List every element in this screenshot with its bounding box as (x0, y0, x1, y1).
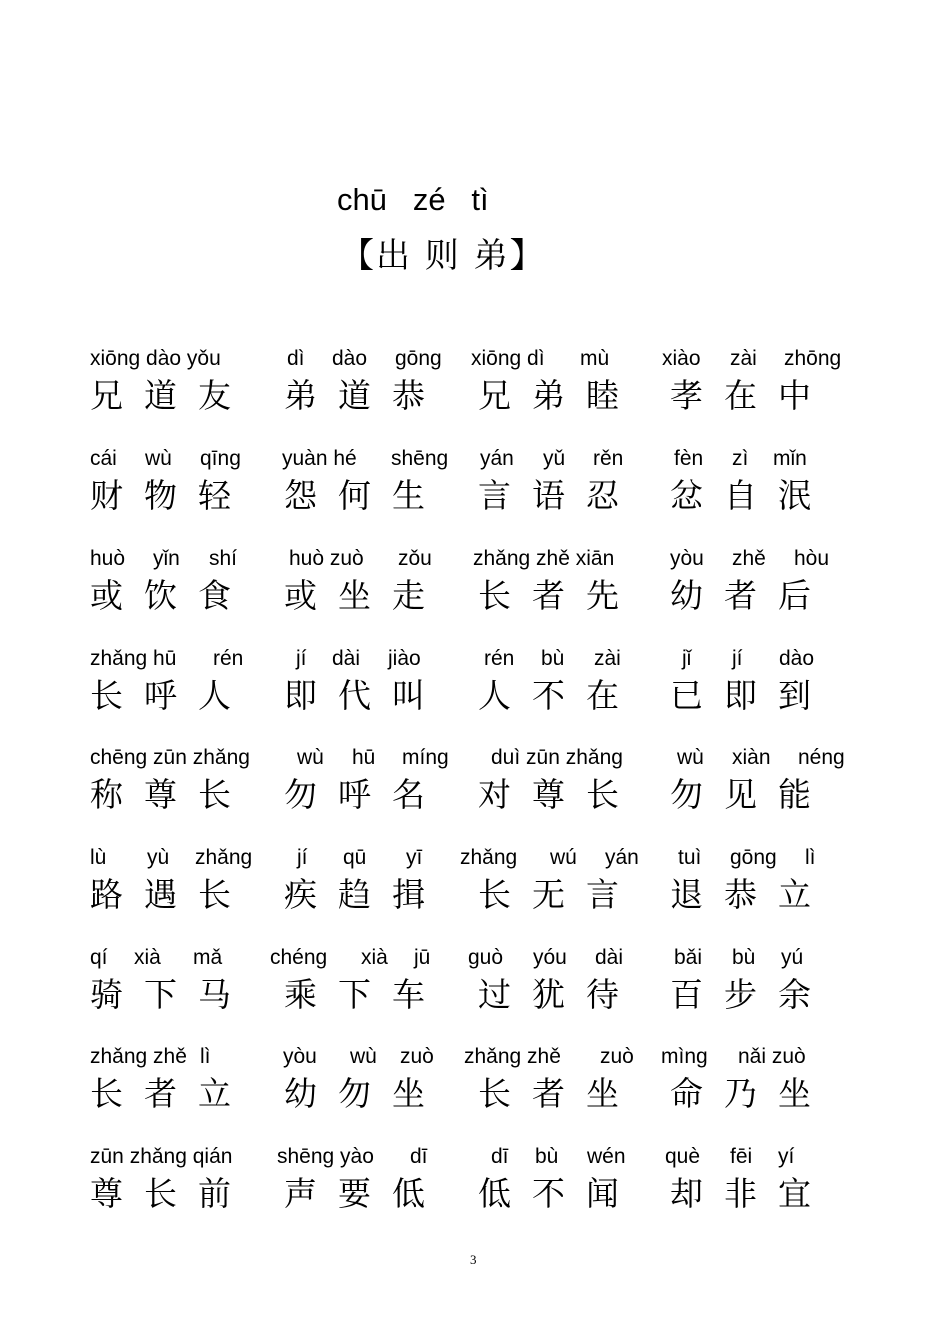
hanzi-character: 却 (670, 1174, 703, 1213)
hanzi-character: 低 (392, 1174, 425, 1213)
pinyin-syllable: zhǎng (460, 846, 518, 869)
hanzi-character: 无 (532, 875, 565, 914)
hanzi-line (90, 1144, 890, 1234)
pinyin-syllable: huò zuò (289, 547, 364, 570)
pinyin-syllable: yī (406, 846, 423, 869)
hanzi-character: 要 (338, 1174, 371, 1213)
pinyin-syllable: zhǎng zhě (90, 1045, 187, 1068)
hanzi-character: 语 (532, 476, 565, 515)
pinyin-syllable: tuì (678, 846, 702, 869)
pinyin-syllable: nǎi zuò (738, 1045, 806, 1068)
hanzi-character: 疾 (284, 875, 317, 914)
hanzi-character: 在 (724, 376, 757, 415)
hanzi-character: 饮 (144, 576, 177, 615)
hanzi-character: 过 (478, 975, 511, 1014)
hanzi-character: 自 (724, 476, 757, 515)
pinyin-syllable: yí (778, 1145, 795, 1168)
pinyin-syllable: míng (402, 746, 449, 769)
pinyin-syllable: yǔ (543, 447, 566, 470)
pinyin-syllable: bù (732, 946, 756, 969)
pinyin-syllable: qí (90, 946, 108, 969)
hanzi-character: 即 (284, 676, 317, 715)
hanzi-character: 代 (338, 676, 371, 715)
pinyin-syllable: shí (209, 547, 238, 570)
hanzi-character: 在 (586, 676, 619, 715)
pinyin-syllable: què (665, 1145, 701, 1168)
hanzi-character: 呼 (338, 775, 371, 814)
hanzi-character: 不 (532, 1174, 565, 1213)
hanzi-character: 言 (478, 476, 511, 515)
pinyin-syllable: wù (677, 746, 704, 769)
hanzi-character: 长 (198, 875, 231, 914)
hanzi-character: 命 (670, 1074, 703, 1113)
hanzi-character: 或 (90, 576, 123, 615)
hanzi-character: 何 (338, 476, 371, 515)
pinyin-syllable: xiào (662, 347, 701, 370)
hanzi-character: 财 (90, 476, 123, 515)
verse-block (90, 1144, 890, 1234)
hanzi-character: 称 (90, 775, 123, 814)
hanzi-line (90, 745, 890, 835)
hanzi-character: 低 (478, 1174, 511, 1213)
pinyin-syllable: yǐn (153, 547, 180, 570)
hanzi-character: 中 (778, 376, 811, 415)
pinyin-syllable: zuò (600, 1045, 634, 1068)
hanzi-character: 乃 (724, 1074, 757, 1113)
hanzi-character: 马 (198, 975, 231, 1014)
hanzi-character: 尊 (90, 1174, 123, 1213)
hanzi-character: 立 (198, 1074, 231, 1113)
hanzi-line (90, 646, 890, 736)
verse-block (90, 646, 890, 736)
hanzi-character: 乘 (284, 975, 317, 1014)
hanzi-character: 呼 (144, 676, 177, 715)
pinyin-syllable: qīng (200, 447, 241, 470)
hanzi-character: 坐 (338, 576, 371, 615)
hanzi-character: 幼 (670, 576, 703, 615)
pinyin-syllable: dī (410, 1145, 428, 1168)
pinyin-syllable: zhǎng (195, 846, 253, 869)
verse-block (90, 346, 890, 436)
hanzi-character: 步 (724, 975, 757, 1014)
hanzi-character: 忿 (670, 476, 703, 515)
pinyin-syllable: fēi (730, 1145, 753, 1168)
pinyin-syllable: dào (779, 647, 815, 670)
pinyin-syllable: mǐn (773, 447, 807, 470)
pinyin-syllable: zài (594, 647, 621, 670)
hanzi-character: 先 (586, 576, 619, 615)
verse-block (90, 745, 890, 835)
pinyin-syllable: zhōng (784, 347, 842, 370)
pinyin-syllable: bǎi (674, 946, 703, 969)
hanzi-character: 揖 (392, 875, 425, 914)
hanzi-character: 忍 (586, 476, 619, 515)
hanzi-character: 趋 (338, 875, 371, 914)
pinyin-syllable: yòu (283, 1045, 317, 1068)
hanzi-line (90, 346, 890, 436)
hanzi-character: 叫 (392, 676, 425, 715)
pinyin-syllable: zì (732, 447, 749, 470)
hanzi-character: 坐 (392, 1074, 425, 1113)
hanzi-character: 恭 (392, 376, 425, 415)
pinyin-syllable: zhǎng hū (90, 647, 177, 670)
pinyin-syllable: cái (90, 447, 117, 470)
hanzi-character: 兄 (90, 376, 123, 415)
pinyin-syllable: hòu (794, 547, 830, 570)
hanzi-character: 弟 (284, 376, 317, 415)
pinyin-syllable: yú (781, 946, 804, 969)
hanzi-character: 前 (198, 1174, 231, 1213)
pinyin-syllable: dài (595, 946, 624, 969)
hanzi-character: 下 (338, 975, 371, 1014)
pinyin-syllable: hū (352, 746, 376, 769)
pinyin-syllable: jí (732, 647, 743, 670)
hanzi-character: 骑 (90, 975, 123, 1014)
hanzi-character: 已 (670, 676, 703, 715)
hanzi-character: 遇 (144, 875, 177, 914)
pinyin-syllable: néng (798, 746, 845, 769)
hanzi-character: 或 (284, 576, 317, 615)
pinyin-syllable: wù (297, 746, 324, 769)
pinyin-syllable: shēng yào (277, 1145, 374, 1168)
title-hanzi: 【出 则 弟】 (340, 236, 546, 276)
hanzi-character: 声 (284, 1174, 317, 1213)
pinyin-syllable: bù (535, 1145, 559, 1168)
hanzi-character: 友 (198, 376, 231, 415)
hanzi-character: 恭 (724, 875, 757, 914)
hanzi-character: 能 (778, 775, 811, 814)
pinyin-syllable: chéng (270, 946, 328, 969)
hanzi-character: 走 (392, 576, 425, 615)
pinyin-syllable: rén (484, 647, 515, 670)
hanzi-character: 下 (144, 975, 177, 1014)
hanzi-character: 长 (478, 875, 511, 914)
pinyin-syllable: yù (147, 846, 170, 869)
hanzi-character: 勿 (284, 775, 317, 814)
pinyin-syllable: yóu (533, 946, 567, 969)
pinyin-syllable: xiōng dào yǒu (90, 347, 221, 370)
pinyin-syllable: wén (587, 1145, 626, 1168)
verse-block (90, 945, 890, 1035)
hanzi-character: 退 (670, 875, 703, 914)
hanzi-character: 后 (778, 576, 811, 615)
hanzi-character: 食 (198, 576, 231, 615)
pinyin-syllable: jū (414, 946, 431, 969)
pinyin-syllable: guò (468, 946, 504, 969)
hanzi-character: 人 (478, 676, 511, 715)
pinyin-syllable: gōng (730, 846, 777, 869)
page-number: 3 (470, 1252, 477, 1267)
hanzi-character: 坐 (586, 1074, 619, 1113)
pinyin-syllable: mǎ (193, 946, 223, 969)
hanzi-character: 不 (532, 676, 565, 715)
pinyin-syllable: xiàn (732, 746, 771, 769)
pinyin-syllable: jiào (388, 647, 421, 670)
verse-block (90, 546, 890, 636)
pinyin-syllable: huò (90, 547, 126, 570)
pinyin-syllable: xià (134, 946, 161, 969)
pinyin-syllable: dào (332, 347, 368, 370)
pinyin-syllable: dì (287, 347, 305, 370)
hanzi-character: 物 (144, 476, 177, 515)
hanzi-character: 者 (144, 1074, 177, 1113)
pinyin-syllable: yuàn hé (282, 447, 357, 470)
hanzi-character: 待 (586, 975, 619, 1014)
hanzi-character: 道 (144, 376, 177, 415)
hanzi-character: 轻 (198, 476, 231, 515)
hanzi-line (90, 945, 890, 1035)
pinyin-syllable: wù (350, 1045, 377, 1068)
pinyin-syllable: shēng (391, 447, 449, 470)
pinyin-syllable: bù (541, 647, 565, 670)
pinyin-syllable: lì (200, 1045, 211, 1068)
pinyin-syllable: lì (805, 846, 816, 869)
verse-block (90, 845, 890, 935)
pinyin-syllable: chēng zūn zhǎng (90, 746, 250, 769)
hanzi-character: 路 (90, 875, 123, 914)
pinyin-syllable: mù (580, 347, 610, 370)
hanzi-character: 非 (724, 1174, 757, 1213)
hanzi-character: 者 (724, 576, 757, 615)
pinyin-syllable: dài (332, 647, 361, 670)
hanzi-character: 到 (778, 676, 811, 715)
hanzi-character: 者 (532, 1074, 565, 1113)
pinyin-syllable: jí (296, 647, 307, 670)
pinyin-syllable: zǒu (398, 547, 432, 570)
pinyin-syllable: zài (730, 347, 757, 370)
hanzi-line (90, 1044, 890, 1134)
pinyin-syllable: yán (480, 447, 514, 470)
hanzi-character: 闻 (586, 1174, 619, 1213)
hanzi-character: 长 (90, 1074, 123, 1113)
hanzi-character: 幼 (284, 1074, 317, 1113)
pinyin-syllable: wú (550, 846, 577, 869)
hanzi-character: 道 (338, 376, 371, 415)
pinyin-syllable: duì zūn zhǎng (491, 746, 623, 769)
pinyin-syllable: xià (361, 946, 388, 969)
pinyin-syllable: wù (145, 447, 172, 470)
hanzi-character: 尊 (144, 775, 177, 814)
pinyin-syllable: qū (343, 846, 367, 869)
pinyin-syllable: lù (90, 846, 107, 869)
hanzi-character: 长 (586, 775, 619, 814)
hanzi-character: 对 (478, 775, 511, 814)
hanzi-character: 者 (532, 576, 565, 615)
hanzi-character: 弟 (532, 376, 565, 415)
pinyin-syllable: zūn zhǎng qián (90, 1145, 233, 1168)
hanzi-character: 尊 (532, 775, 565, 814)
pinyin-syllable: jǐ (682, 647, 692, 670)
pinyin-syllable: jí (297, 846, 308, 869)
pinyin-syllable: mìng (661, 1045, 708, 1068)
title-pinyin: chū zé tì (337, 182, 489, 217)
pinyin-syllable: zhě (732, 547, 766, 570)
hanzi-character: 长 (478, 1074, 511, 1113)
hanzi-character: 生 (392, 476, 425, 515)
hanzi-character: 长 (198, 775, 231, 814)
pinyin-syllable: gōng (395, 347, 442, 370)
pinyin-syllable: rěn (593, 447, 624, 470)
hanzi-character: 兄 (478, 376, 511, 415)
hanzi-character: 见 (724, 775, 757, 814)
hanzi-character: 言 (586, 875, 619, 914)
pinyin-syllable: yán (605, 846, 639, 869)
hanzi-character: 坐 (778, 1074, 811, 1113)
hanzi-character: 孝 (670, 376, 703, 415)
pinyin-syllable: yòu (670, 547, 704, 570)
pinyin-syllable: xiōng dì (471, 347, 545, 370)
hanzi-character: 长 (478, 576, 511, 615)
pinyin-syllable: zhǎng zhě xiān (473, 547, 615, 570)
pinyin-syllable: zuò (400, 1045, 434, 1068)
hanzi-character: 泯 (778, 476, 811, 515)
verse-block (90, 1044, 890, 1134)
hanzi-character: 宜 (778, 1174, 811, 1213)
hanzi-line (90, 546, 890, 636)
hanzi-character: 车 (392, 975, 425, 1014)
hanzi-character: 即 (724, 676, 757, 715)
hanzi-line (90, 446, 890, 536)
hanzi-character: 余 (778, 975, 811, 1014)
hanzi-character: 勿 (670, 775, 703, 814)
hanzi-character: 怨 (284, 476, 317, 515)
hanzi-character: 百 (670, 975, 703, 1014)
pinyin-syllable: rén (213, 647, 244, 670)
pinyin-syllable: dī (491, 1145, 509, 1168)
hanzi-character: 长 (90, 676, 123, 715)
hanzi-line (90, 845, 890, 935)
verse-block (90, 446, 890, 536)
hanzi-character: 长 (144, 1174, 177, 1213)
hanzi-character: 犹 (532, 975, 565, 1014)
pinyin-syllable: zhǎng zhě (464, 1045, 561, 1068)
pinyin-syllable: fèn (674, 447, 704, 470)
hanzi-character: 人 (198, 676, 231, 715)
hanzi-character: 睦 (586, 376, 619, 415)
hanzi-character: 立 (778, 875, 811, 914)
hanzi-character: 名 (392, 775, 425, 814)
hanzi-character: 勿 (338, 1074, 371, 1113)
